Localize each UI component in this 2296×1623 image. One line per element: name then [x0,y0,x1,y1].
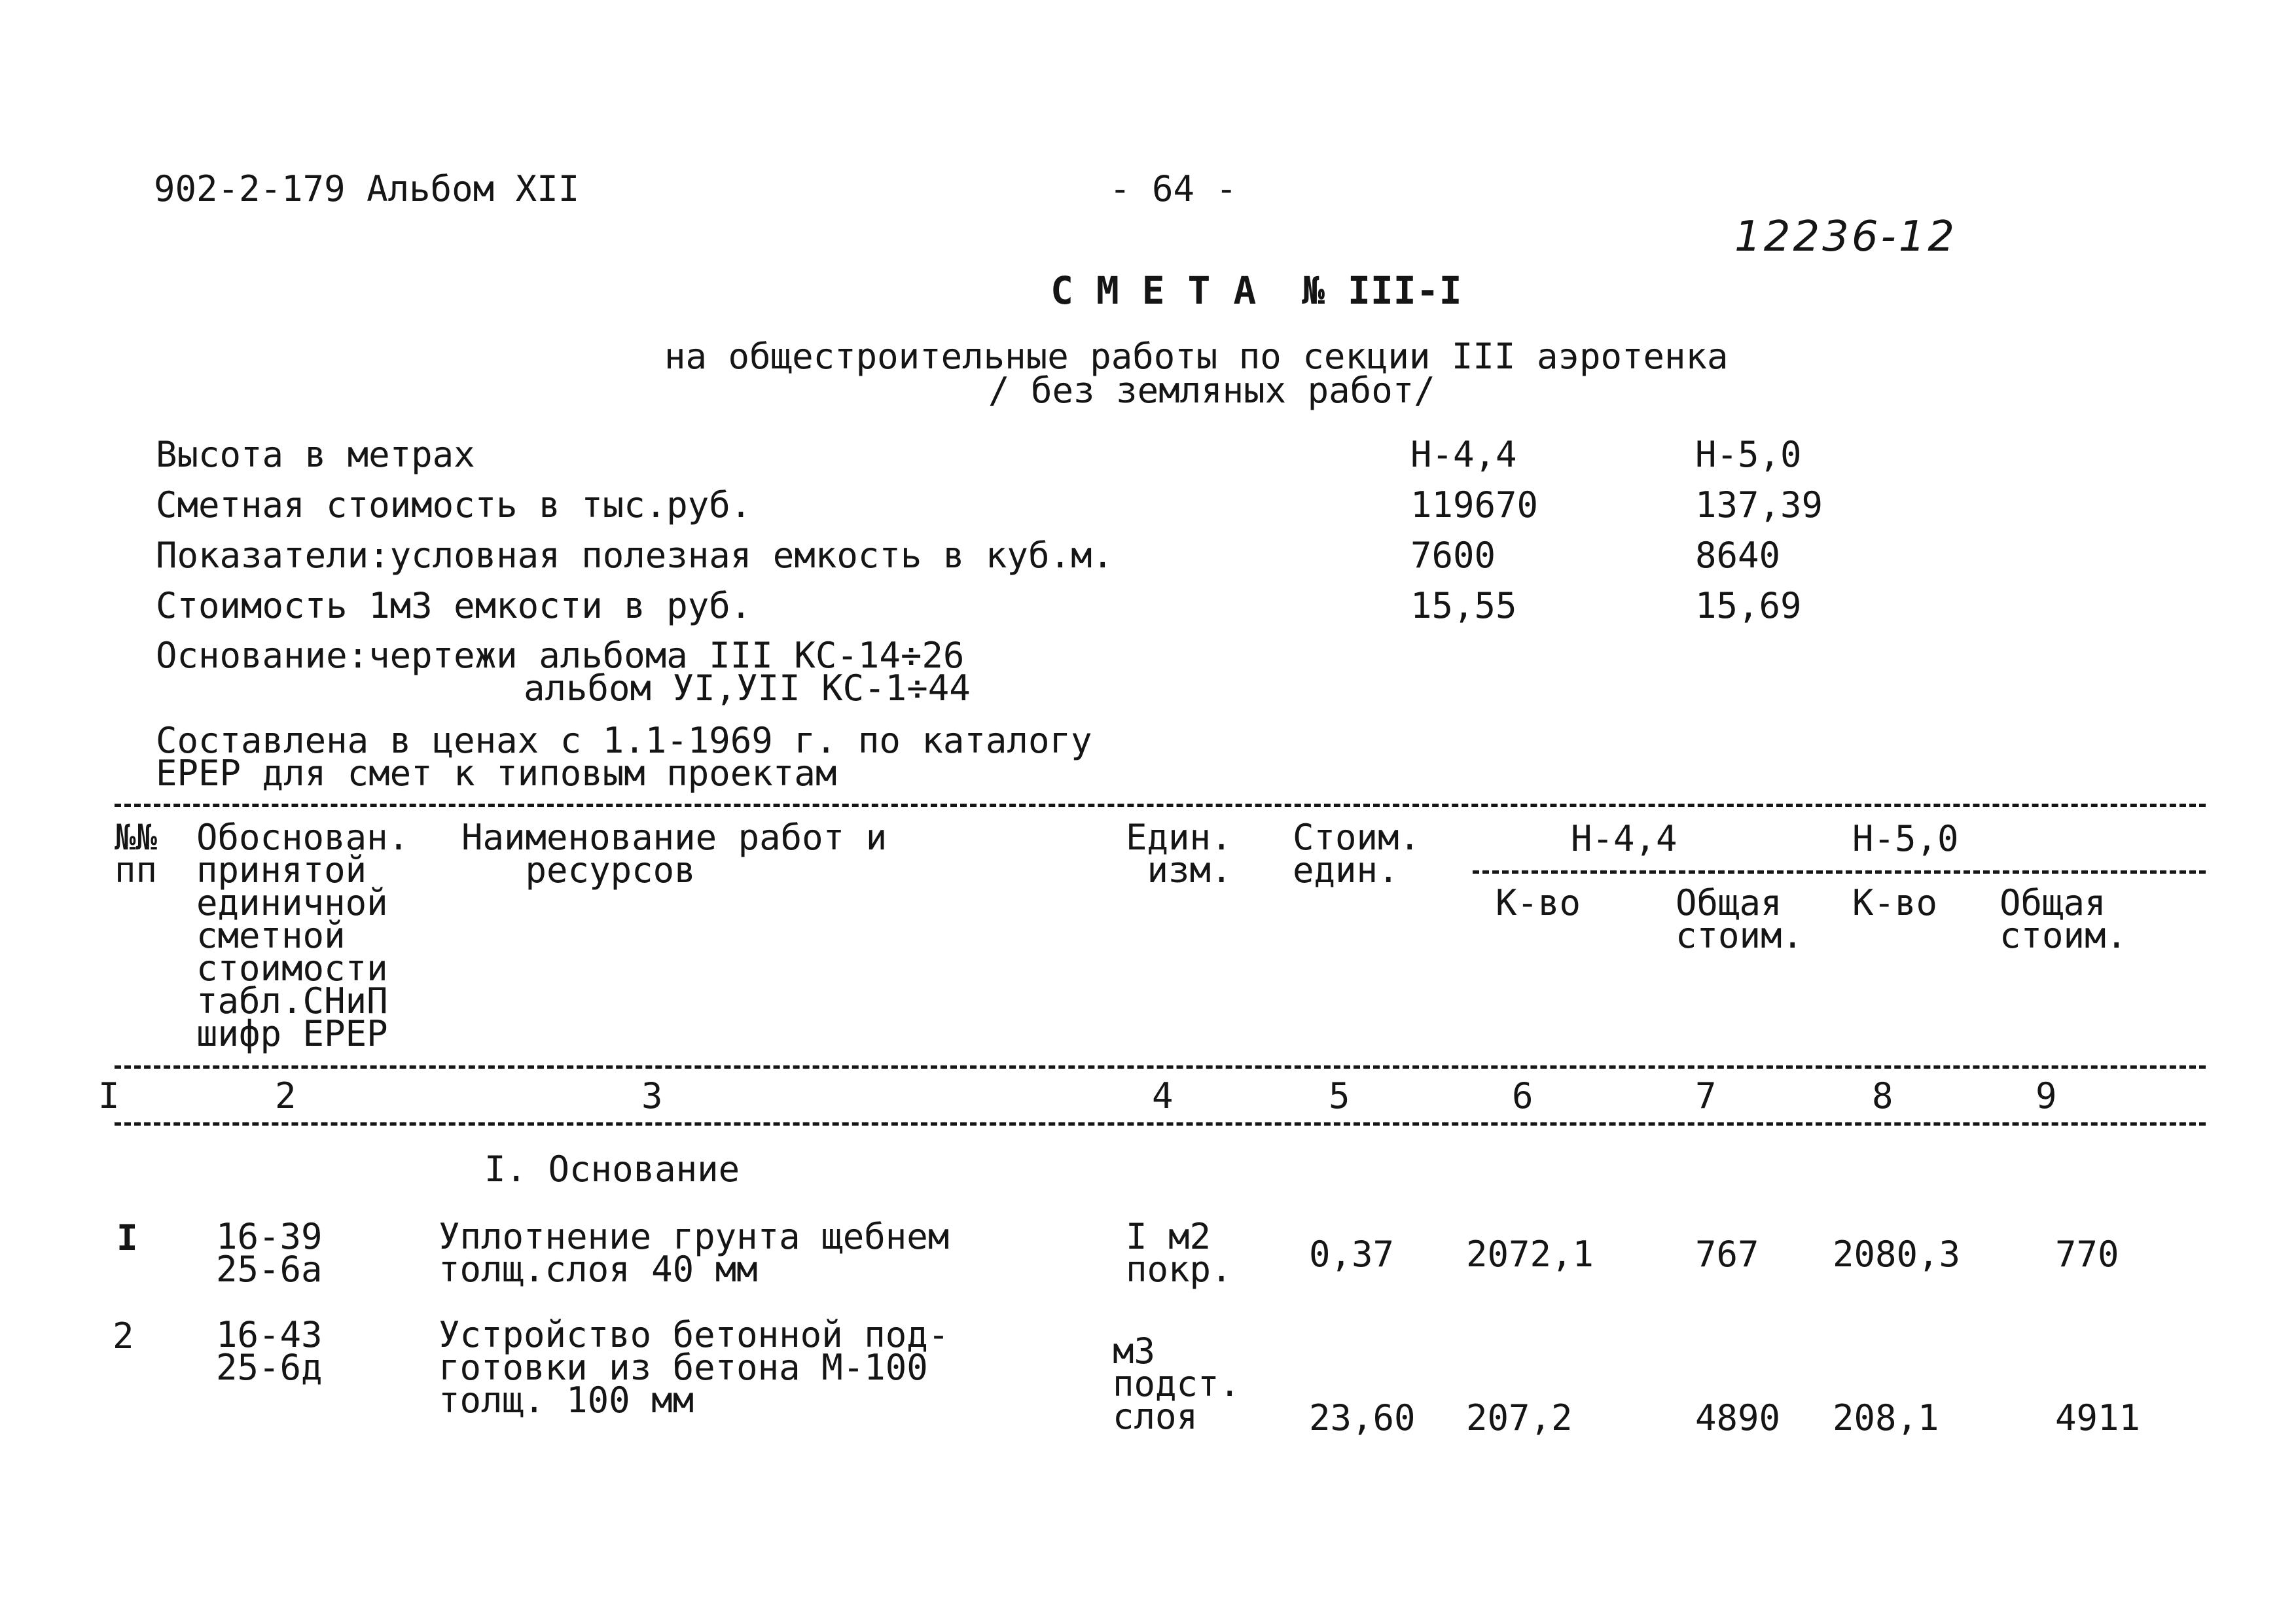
row-unit-price: 0,37 [1309,1234,1395,1275]
row-unit: м3 подст. слоя [1113,1330,1241,1437]
document-heading: С М Е Т А № III-I [1050,268,1462,313]
param-label-cost: Сметная стоимость в тыс.руб. [156,484,752,526]
header-qty-h44: К-во [1496,882,1581,923]
col-number-5: 5 [1329,1075,1350,1116]
row-total-h50: 4911 [2055,1397,2141,1438]
row-total-h50: 770 [2055,1234,2119,1275]
row-basis: 16-43 25-6д [216,1314,323,1388]
document-code: 902-2-179 Альбом XII [154,168,580,209]
col-number-2: 2 [275,1075,296,1116]
section-title: I. Основание [484,1149,740,1190]
header-unit: Един. изм. [1126,817,1232,891]
col-number-4: 4 [1152,1075,1174,1116]
document-subtitle-line1: на общестроительные работы по секции III аэротенка [664,336,1729,377]
row-basis: 16-39 25-6а [216,1216,323,1290]
header-group-h50: Н-5,0 [1852,818,1959,859]
header-total-h44: Общая стоим. [1676,882,1804,956]
header-work-name: Наименование работ и ресурсов [461,817,888,891]
row-number: 2 [113,1315,134,1357]
document-subtitle-line2: / без земляных работ/ [988,370,1435,411]
param-label-height: Высота в метрах [156,434,475,475]
header-unit-price: Стоим. един. [1293,817,1421,891]
row-unit: I м2 покр. [1126,1216,1232,1290]
table-subheader-rule [1473,870,2206,874]
prices-note-line2: ЕРЕР для смет к типовым проектам [156,753,837,794]
row-qty-h44: 207,2 [1466,1397,1573,1438]
param-height-a: Н-4,4 [1410,434,1517,475]
param-label-capacity: Показатели:условная полезная емкость в куб.м. [156,535,1113,576]
table-col-numbers-rule [115,1122,2206,1126]
col-number-8: 8 [1872,1075,1893,1116]
col-number-1: I [98,1075,120,1116]
page-number: - 64 - [1109,168,1238,209]
param-cost-a: 119670 [1410,484,1539,526]
param-height-b: Н-5,0 [1695,434,1802,475]
row-qty-h50: 2080,3 [1833,1234,1961,1275]
prices-note-line1: Составлена в ценах с 1.1-1969 г. по каталогу [156,720,1092,761]
header-row-number: №№ пп [115,817,158,891]
col-number-3: 3 [641,1075,663,1116]
row-qty-h44: 2072,1 [1466,1234,1594,1275]
header-group-h44: Н-4,4 [1571,818,1677,859]
param-cost-b: 137,39 [1695,484,1823,526]
param-unit-cost-b: 15,69 [1695,585,1802,626]
row-total-h44: 767 [1695,1234,1759,1275]
row-work-name: Устройство бетонной под- готовки из бетона М-100 толщ. 100 мм [439,1314,950,1421]
row-work-name: Уплотнение грунта щебнем толщ.слоя 40 мм [439,1216,950,1290]
header-basis: Обоснован. принятой единичной сметной стоимости табл.СНиП шифр ЕРЕР [196,817,410,1054]
table-header-bottom-rule [115,1065,2206,1069]
param-capacity-b: 8640 [1695,535,1781,576]
row-number: I [117,1217,138,1258]
col-number-9: 9 [2036,1075,2057,1116]
col-number-7: 7 [1695,1075,1717,1116]
header-qty-h50: К-во [1852,882,1938,923]
handwritten-number: 12236-12 [1734,213,1958,261]
param-unit-cost-a: 15,55 [1410,585,1517,626]
row-qty-h50: 208,1 [1833,1397,1939,1438]
basis-line1: Основание:чертежи альбома III КС-14÷26 [156,635,965,676]
param-label-unit-cost: Стоимость 1м3 емкости в руб. [156,585,752,626]
header-total-h50: Общая стоим. [2000,882,2128,956]
table-top-rule [115,804,2206,807]
row-total-h44: 4890 [1695,1397,1781,1438]
basis-line2: альбом УI,УII КС-1÷44 [524,668,971,709]
row-unit-price: 23,60 [1309,1397,1416,1438]
param-capacity-a: 7600 [1410,535,1496,576]
col-number-6: 6 [1512,1075,1534,1116]
